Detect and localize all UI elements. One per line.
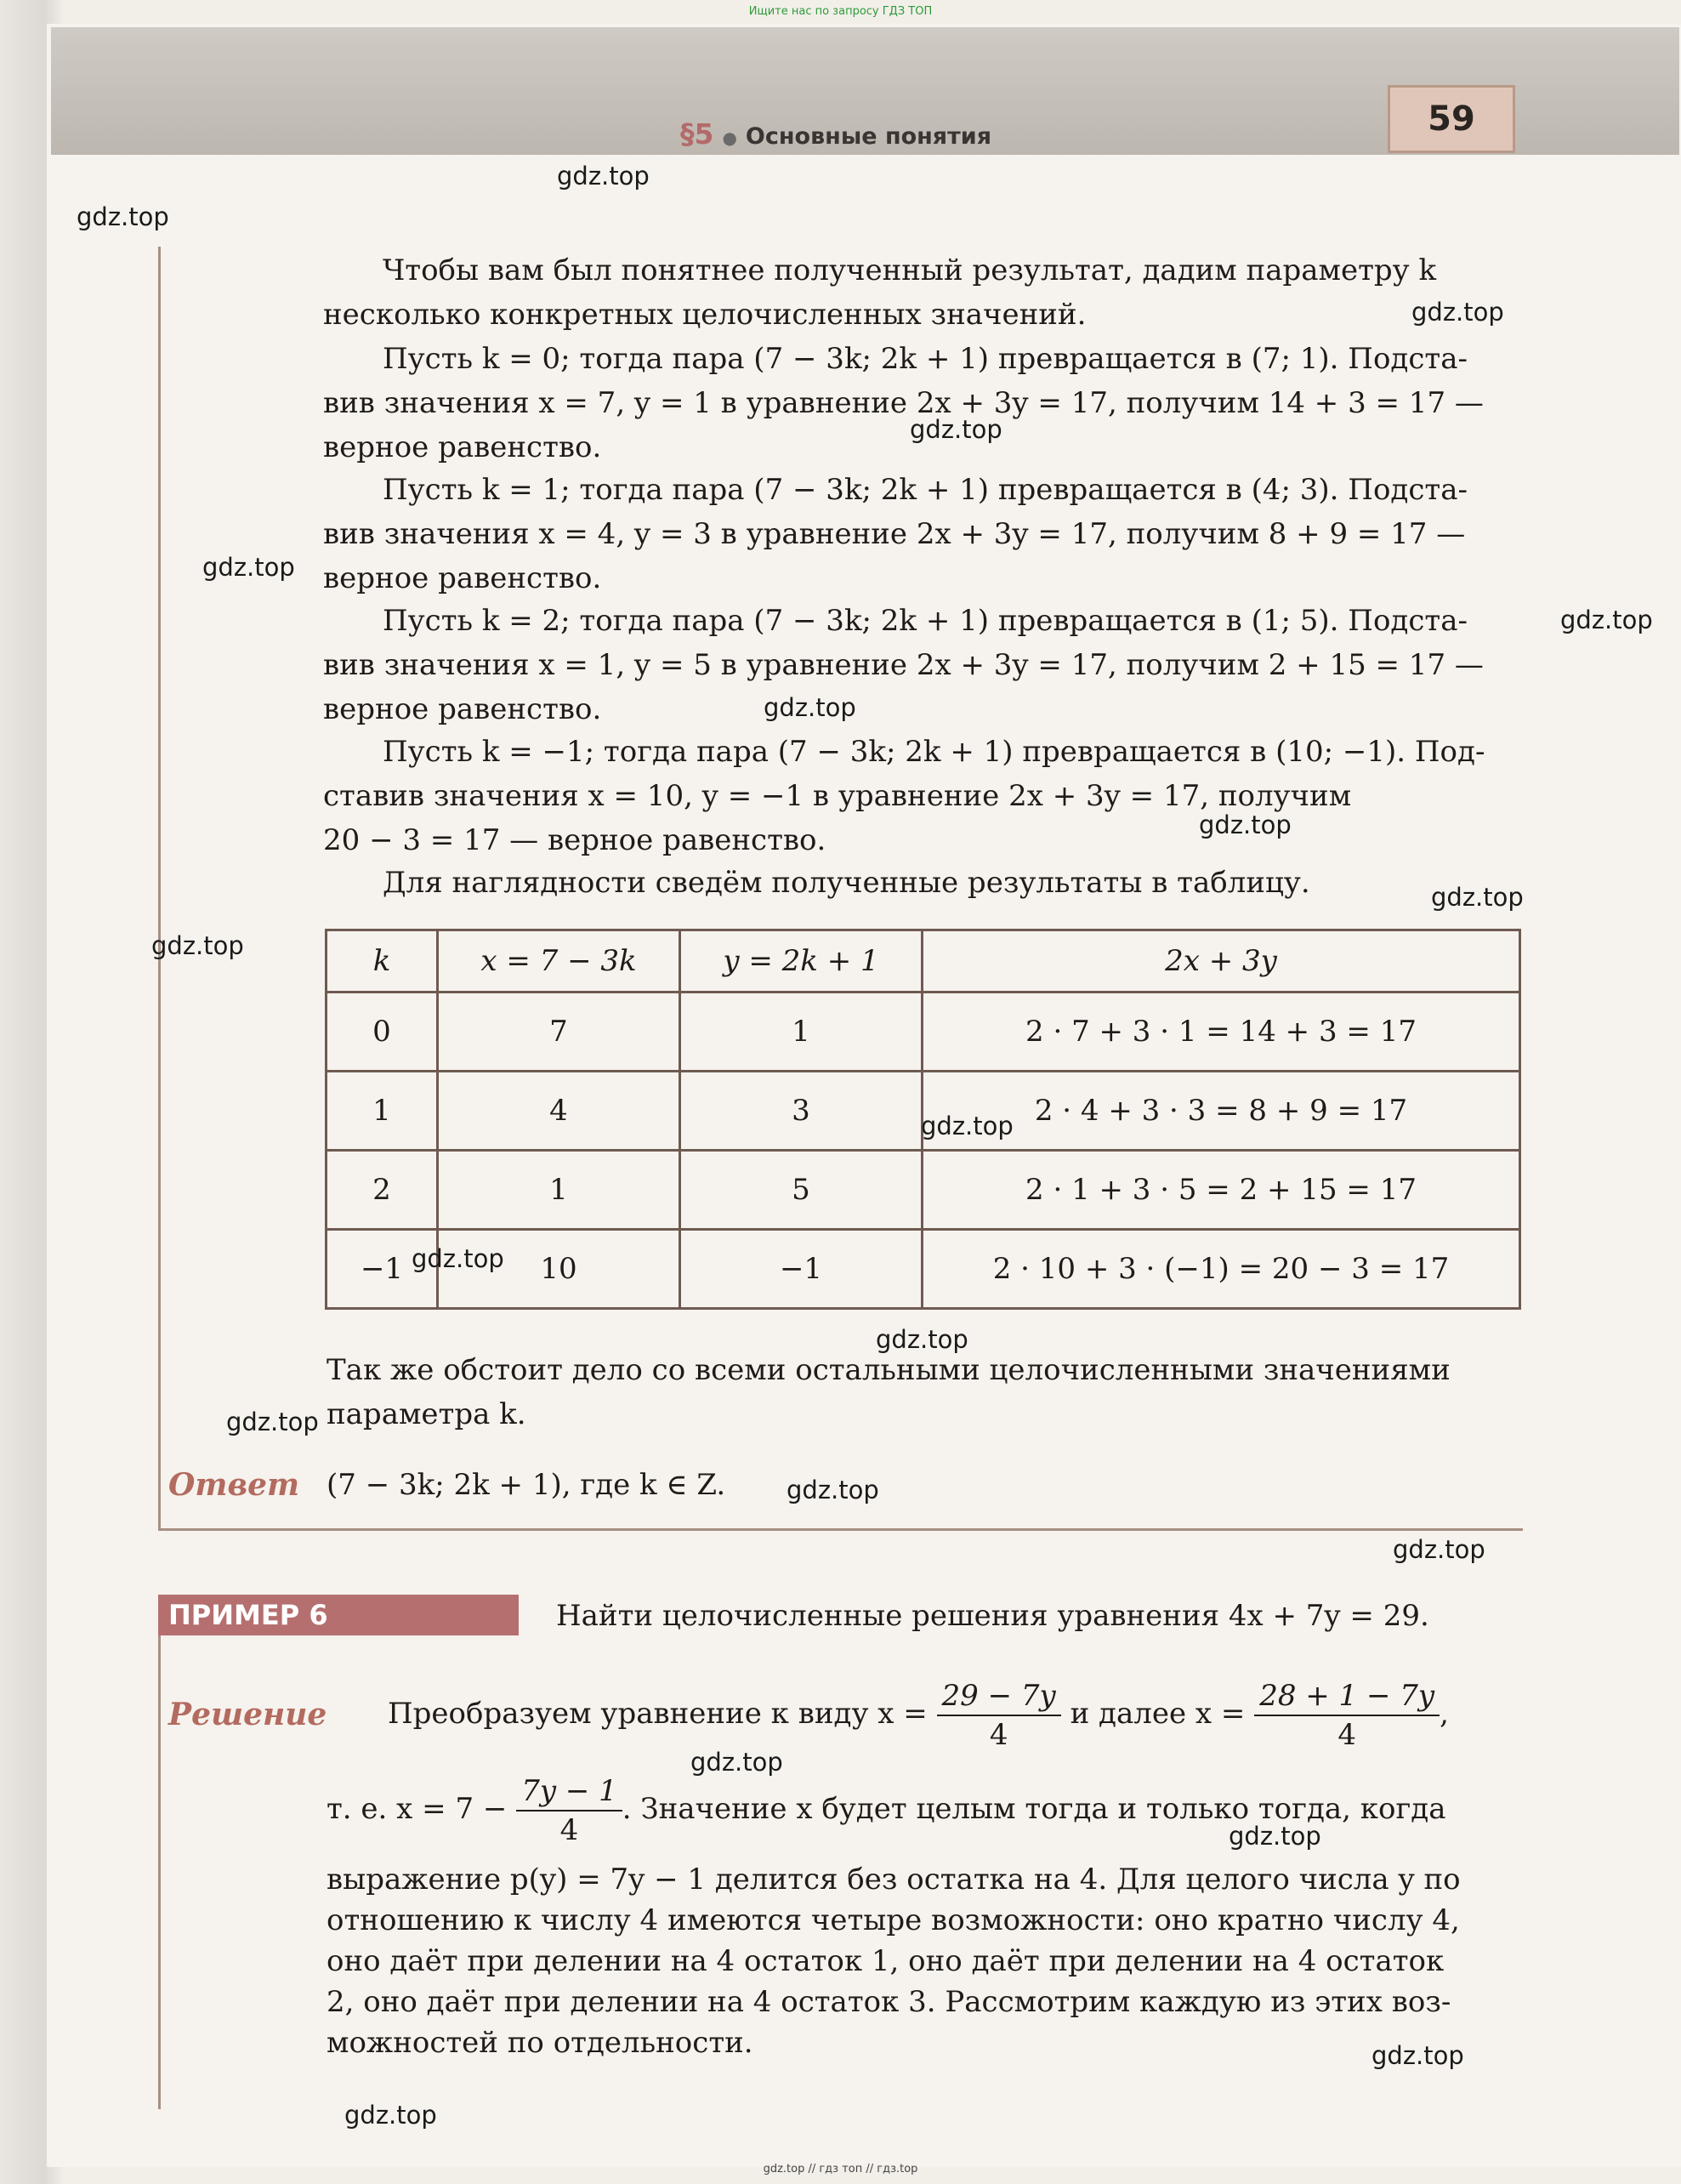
watermark: gdz.top — [1199, 810, 1292, 839]
watermark: gdz.top — [344, 2101, 437, 2130]
solution-label: Решение — [168, 1697, 327, 1732]
fraction-numerator: 29 − 7y — [937, 1677, 1061, 1716]
example-frame-left — [158, 247, 161, 1531]
table-cell: 4 — [438, 1072, 680, 1151]
fraction — [1254, 1677, 1440, 1754]
watermark: gdz.top — [77, 202, 169, 231]
text-line: 2, оно даёт при делении на 4 остаток 3. Рассмотрим каждую из этих воз- — [327, 1985, 1451, 2019]
text-line: Чтобы вам был понятнее полученный результат, дадим параметру k — [383, 253, 1437, 287]
solution-line-1 — [388, 1667, 1449, 1760]
text-line: верное равенство. — [323, 430, 602, 464]
column-header: y = 2k + 1 — [680, 930, 923, 992]
column-header: x = 7 − 3k — [438, 930, 680, 992]
bullet-icon: ● — [722, 128, 737, 148]
text-fragment: т. е. x = 7 − — [327, 1792, 508, 1826]
table-cell: 0 — [327, 992, 438, 1072]
text-line: несколько конкретных целочисленных значений. — [323, 298, 1087, 332]
text-line: Пусть k = −1; тогда пара (7 − 3k; 2k + 1) превращается в (10; −1). Под- — [383, 735, 1485, 769]
table-cell: 2 · 4 + 3 · 3 = 8 + 9 = 17 — [923, 1072, 1520, 1151]
answer-label: Ответ — [168, 1467, 300, 1503]
table-cell: 3 — [680, 1072, 923, 1151]
example-label: ПРИМЕР 6 — [158, 1595, 519, 1635]
text-line: Пусть k = 2; тогда пара (7 − 3k; 2k + 1) превращается в (1; 5). Подста- — [383, 604, 1468, 638]
fraction-numerator: 7y − 1 — [516, 1772, 622, 1811]
watermark: gdz.top — [1560, 606, 1653, 634]
watermark: gdz.top — [1431, 883, 1524, 912]
bottom-notice: gdz.top // гдз топ // гдз.top — [763, 2163, 918, 2175]
text-line: вив значения x = 4, y = 3 в уравнение 2x + 3y = 17, получим 8 + 9 = 17 — — [323, 517, 1466, 551]
table-cell: 10 — [438, 1230, 680, 1309]
text-line: параметра k. — [327, 1397, 526, 1431]
section-title: Основные понятия — [745, 123, 992, 150]
watermark: gdz.top — [1229, 1822, 1321, 1851]
text-line: верное равенство. — [323, 561, 602, 595]
text-line: верное равенство. — [323, 692, 602, 726]
table-cell: 1 — [438, 1151, 680, 1230]
column-header: k — [327, 930, 438, 992]
watermark: gdz.top — [557, 162, 650, 191]
text-line: можностей по отдельности. — [327, 2026, 753, 2060]
table-cell: 1 — [680, 992, 923, 1072]
fraction — [516, 1772, 622, 1849]
watermark: gdz.top — [1393, 1535, 1485, 1564]
text-line: Для наглядности сведём полученные результаты в таблицу. — [383, 866, 1310, 900]
fraction-denominator: 4 — [989, 1718, 1008, 1752]
watermark: gdz.top — [412, 1244, 504, 1273]
table-cell: 2 — [327, 1151, 438, 1230]
text-line: ставив значения x = 10, y = −1 в уравнение 2x + 3y = 17, получим — [323, 779, 1352, 813]
watermark: gdz.top — [202, 553, 295, 582]
watermark: gdz.top — [876, 1325, 968, 1354]
text-line: вив значения x = 7, y = 1 в уравнение 2x + 3y = 17, получим 14 + 3 = 17 — — [323, 386, 1484, 420]
table-cell: −1 — [680, 1230, 923, 1309]
watermark: gdz.top — [1411, 298, 1504, 327]
text-fragment: Преобразуем уравнение к виду x = — [388, 1697, 928, 1731]
table-cell: −1 — [327, 1230, 438, 1309]
page-header — [680, 117, 991, 151]
text-line: Так же обстоит дело со всеми остальными целочисленными значениями — [327, 1353, 1451, 1387]
table-cell: 7 — [438, 992, 680, 1072]
table-row — [327, 992, 1520, 1072]
text-fragment: . Значение x будет целым тогда и только тогда, когда — [622, 1792, 1446, 1826]
table-cell: 5 — [680, 1151, 923, 1230]
example-frame-bottom — [158, 1528, 1523, 1531]
watermark: gdz.top — [787, 1476, 879, 1504]
section-number: §5 — [680, 117, 714, 151]
text-line: Пусть k = 0; тогда пара (7 − 3k; 2k + 1) превращается в (7; 1). Подста- — [383, 342, 1468, 376]
watermark: gdz.top — [226, 1408, 319, 1436]
text-line: оно даёт при делении на 4 остаток 1, оно даёт при делении на 4 остаток — [327, 1944, 1445, 1978]
text-line: выражение p(y) = 7y − 1 делится без остатка на 4. Для целого числа y по — [327, 1863, 1461, 1897]
example6-frame-left — [158, 1633, 161, 2109]
table-cell: 1 — [327, 1072, 438, 1151]
fraction — [937, 1677, 1061, 1754]
column-header: 2x + 3y — [923, 930, 1520, 992]
table-row — [327, 1151, 1520, 1230]
example-task: Найти целочисленные решения уравнения 4x + 7y = 29. — [556, 1599, 1429, 1633]
text-fragment: , — [1440, 1697, 1449, 1731]
top-notice: Ищите нас по запросу ГДЗ ТОП — [748, 5, 933, 18]
text-line: отношению к числу 4 имеются четыре возможности: оно кратно числу 4, — [327, 1903, 1460, 1937]
text-line: Пусть k = 1; тогда пара (7 − 3k; 2k + 1) превращается в (4; 3). Подста- — [383, 473, 1468, 507]
watermark: gdz.top — [910, 415, 1002, 444]
table-cell: 2 · 1 + 3 · 5 = 2 + 15 = 17 — [923, 1151, 1520, 1230]
watermark: gdz.top — [1371, 2041, 1464, 2070]
watermark: gdz.top — [151, 931, 244, 960]
table-header-row — [327, 930, 1520, 992]
text-line: 20 − 3 = 17 — верное равенство. — [323, 823, 826, 857]
watermark: gdz.top — [690, 1748, 783, 1777]
table-cell: 2 · 7 + 3 · 1 = 14 + 3 = 17 — [923, 992, 1520, 1072]
table-cell: 2 · 10 + 3 · (−1) = 20 − 3 = 17 — [923, 1230, 1520, 1309]
text-fragment: и далее x = — [1070, 1697, 1246, 1731]
fraction-denominator: 4 — [1337, 1718, 1356, 1752]
fraction-denominator: 4 — [559, 1813, 579, 1847]
watermark: gdz.top — [921, 1112, 1014, 1140]
fraction-numerator: 28 + 1 − 7y — [1254, 1677, 1440, 1716]
answer-text: (7 − 3k; 2k + 1), где k ∈ Z. — [327, 1468, 726, 1502]
watermark: gdz.top — [764, 693, 856, 722]
text-line: вив значения x = 1, y = 5 в уравнение 2x + 3y = 17, получим 2 + 15 = 17 — — [323, 648, 1484, 682]
page-number: 59 — [1388, 85, 1515, 153]
table-row — [327, 1230, 1520, 1309]
